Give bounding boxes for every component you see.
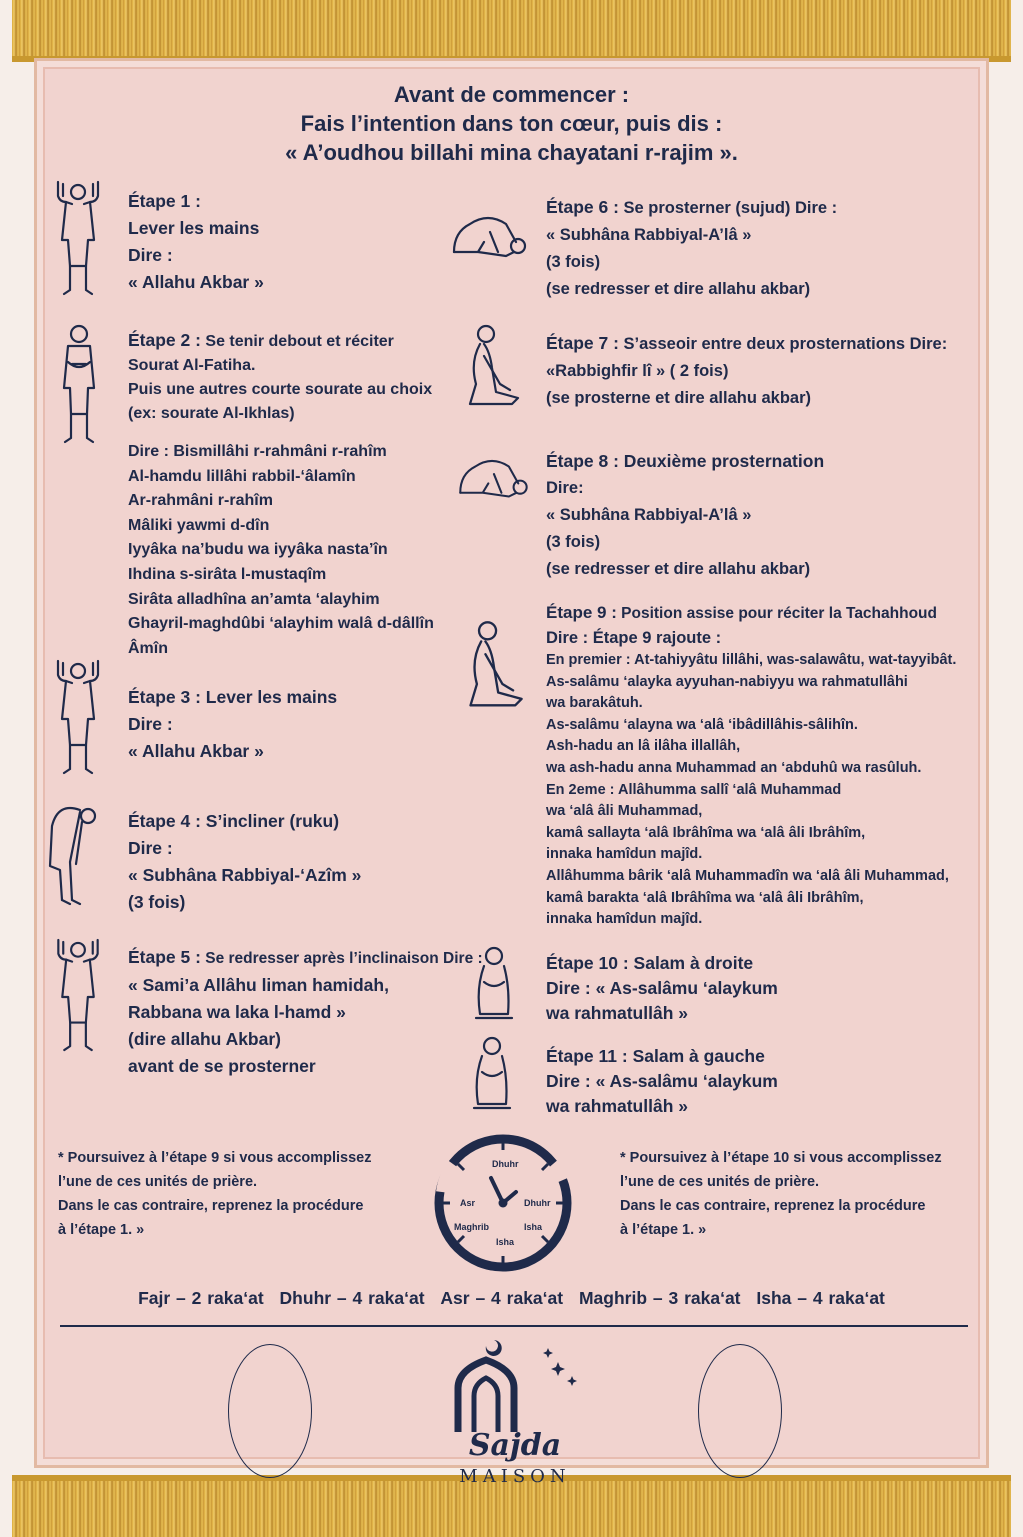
note-line: à l’étape 1. » — [620, 1222, 707, 1238]
bowing-figure-icon — [42, 800, 102, 908]
fatiha-line: Âmîn — [128, 639, 168, 657]
note-line: Dans le cas contraire, reprenez la procédure — [58, 1198, 364, 1214]
step-7-line: (se prosterne et dire allahu akbar) — [546, 389, 812, 407]
step-4 — [128, 808, 361, 916]
tachahhoud-line: Allâhumma bârik ‘alâ Muhammadîn wa ‘alâ âli Muhammad, — [546, 867, 949, 884]
intro-line-3: « A’oudhou billahi mina chayatani r-rajim ». — [285, 140, 738, 165]
step-3-line: « Allahu Akbar » — [128, 741, 264, 761]
step-5 — [128, 944, 483, 1080]
step-1 — [128, 188, 264, 296]
hand-placement-oval-right — [698, 1344, 782, 1478]
clock-icon — [428, 1132, 578, 1274]
step-4-line: Dire : — [128, 838, 173, 858]
step-3-line: Dire : — [128, 714, 173, 734]
step-8-line: (3 fois) — [546, 533, 601, 551]
note-line: Dans le cas contraire, reprenez la procédure — [620, 1198, 926, 1214]
step-9-line: Dire : Étape 9 rajoute : — [546, 629, 722, 647]
step-11-title: Étape 11 : Salam à gauche — [546, 1046, 765, 1066]
divider-line — [60, 1325, 968, 1327]
prayer-maghrib: Maghrib – 3 raka‘at — [578, 1288, 741, 1308]
clock-label-maghrib: Maghrib — [454, 1222, 489, 1232]
step-5-title: Étape 5 : — [128, 947, 201, 967]
step-5-line: avant de se prosterner — [128, 1056, 316, 1076]
fatiha-line: Ghayril-maghdûbi ‘alayhim walâ d-dâllîn — [128, 615, 434, 633]
note-right — [620, 1146, 942, 1242]
intro-header — [0, 80, 1023, 167]
step-8-line: (se redresser et dire allahu akbar) — [546, 560, 811, 578]
prostrating-figure-icon — [450, 202, 528, 264]
prayer-rakaat-list — [0, 1288, 1023, 1309]
prayer-dhuhr: Dhuhr – 4 raka‘at — [279, 1288, 425, 1308]
step-9 — [546, 600, 937, 651]
step-2-line: (ex: sourate Al-Ikhlas) — [128, 405, 295, 422]
step-6-line: « Subhâna Rabbiyal-A’lâ » — [546, 226, 752, 244]
step-1-title: Étape 1 : — [128, 191, 201, 211]
step-8-line: Dire: — [546, 479, 584, 497]
step-2-line: Sourat Al-Fatiha. — [128, 357, 256, 374]
step-6-line: (se redresser et dire allahu akbar) — [546, 280, 811, 298]
tachahhoud-line: innaka hamîdun majîd. — [546, 911, 703, 928]
step-2-title-rest: Se tenir debout et réciter — [200, 333, 394, 350]
tachahhoud-line: As-salâmu ‘alayna wa ‘alâ ‘ibâdillâhis-sâlihîn. — [546, 716, 858, 733]
tachahhoud-line: wa ‘alâ âli Muhammad, — [546, 803, 703, 820]
sitting-figure-icon — [462, 618, 528, 716]
note-line: * Poursuivez à l’étape 10 si vous accomplissez — [620, 1150, 942, 1166]
step-4-line: (3 fois) — [128, 892, 186, 912]
clock-label-dhuhr: Dhuhr — [492, 1159, 519, 1169]
note-left — [58, 1146, 372, 1242]
sitting-figure-icon — [462, 322, 524, 414]
raised-hands-figure-icon — [52, 938, 104, 1054]
step-10-title: Étape 10 : Salam à droite — [546, 953, 754, 973]
step-6 — [546, 194, 837, 303]
prayer-fajr: Fajr – 2 raka‘at — [138, 1288, 264, 1308]
intro-line-2: Fais l’intention dans ton cœur, puis dis : — [300, 111, 723, 136]
fatiha-line: Al-hamdu lillâhi rabbil-‘âlamîn — [128, 467, 356, 485]
step-7-line: «Rabbighfir lî » ( 2 fois) — [546, 362, 729, 380]
note-line: * Poursuivez à l’étape 9 si vous accomplissez — [58, 1150, 372, 1166]
step-6-title-rest: Se prosterner (sujud) Dire : — [618, 199, 838, 217]
tachahhoud-line: kamâ sallayta ‘alâ Ibrâhîma wa ‘alâ âli Ibrâhîm, — [546, 824, 866, 841]
step-5-line: « Sami’a Allâhu liman hamidah, — [128, 975, 389, 995]
step-10-line: wa rahmatullâh » — [546, 1003, 688, 1023]
clock-label-isha-bottom: Isha — [496, 1237, 515, 1247]
tachahhoud-line: As-salâmu ‘alayka ayyuhan-nabiyyu wa rahmatullâhi — [546, 673, 908, 690]
step-8 — [546, 448, 824, 583]
raised-hands-figure-icon — [52, 180, 104, 298]
step-10-line: Dire : « As-salâmu ‘alaykum — [546, 978, 778, 998]
tachahhoud-line: wa ash-hadu anna Muhammad an ‘abduhû wa rasûluh. — [546, 759, 922, 776]
fatiha-line: Dire : Bismillâhi r-rahmâni r-rahîm — [128, 443, 387, 460]
step-11-line: wa rahmatullâh » — [546, 1096, 688, 1116]
tachahhoud-line: En 2eme : Allâhumma sallî ‘alâ Muhammad — [546, 781, 842, 798]
fatiha-line: Sirâta alladhîna an’amta ‘alayhim — [128, 590, 380, 608]
tachahhoud-line: wa barakâtuh. — [546, 695, 643, 712]
step-11-line: Dire : « As-salâmu ‘alaykum — [546, 1071, 778, 1091]
step-1-line: Lever les mains — [128, 218, 260, 238]
tachahhoud-line: kamâ barakta ‘alâ Ibrâhîma wa ‘alâ âli Ibrâhîm, — [546, 889, 864, 906]
fatiha-line: Ar-rahmâni r-rahîm — [128, 492, 273, 510]
prostrating-figure-icon — [455, 446, 531, 504]
step-8-line: « Subhâna Rabbiyal-A’lâ » — [546, 506, 752, 524]
fatiha-line: Iyyâka na’budu wa iyyâka nasta’în — [128, 541, 388, 559]
prayer-isha: Isha – 4 raka‘at — [756, 1288, 885, 1308]
logo-name: Sajda — [468, 1428, 562, 1463]
fatiha-line: Mâliki yawmi d-dîn — [128, 516, 270, 534]
step-8-title: Étape 8 : Deuxième prosternation — [546, 451, 825, 471]
prayer-asr: Asr – 4 raka‘at — [440, 1288, 564, 1308]
step-9-title: Étape 9 : — [546, 603, 617, 622]
step-1-line: « Allahu Akbar » — [128, 272, 264, 292]
mosque-logo-icon — [448, 1336, 582, 1436]
clock-label-dhuhr-right: Dhuhr — [524, 1198, 551, 1208]
step-2-title: Étape 2 : — [128, 330, 201, 350]
step-7-title: Étape 7 : — [546, 333, 619, 353]
step-3 — [128, 684, 337, 765]
note-line: à l’étape 1. » — [58, 1222, 145, 1238]
step-5-line: Rabbana wa laka l-hamd » — [128, 1002, 346, 1022]
step-2-line: Puis une autres courte sourate au choix — [128, 381, 433, 398]
step-6-line: (3 fois) — [546, 253, 601, 271]
clock-label-asr: Asr — [460, 1198, 476, 1208]
fatiha-text — [128, 440, 434, 661]
note-line: l’une de ces unités de prière. — [620, 1174, 820, 1190]
step-7 — [546, 330, 947, 412]
clock-label-isha: Isha — [524, 1222, 543, 1232]
standing-figure-icon — [54, 322, 104, 446]
logo-subtitle: MAISON — [459, 1466, 571, 1487]
hand-placement-oval-left — [228, 1344, 312, 1478]
step-5-title-rest: Se redresser après l’inclinaison Dire : — [200, 950, 483, 967]
fatiha-line: Ihdina s-sirâta l-mustaqîm — [128, 565, 327, 583]
step-4-title: Étape 4 : S’incliner (ruku) — [128, 811, 340, 831]
step-7-title-rest: S’asseoir entre deux prosternations Dire: — [618, 335, 948, 353]
intro-line-1: Avant de commencer : — [393, 82, 630, 107]
tachahhoud-line: En premier : At-tahiyyâtu lillâhi, was-salawâtu, wat-tayyibât. — [546, 652, 957, 668]
tachahhoud-text — [546, 650, 956, 931]
raised-hands-figure-icon — [52, 658, 104, 778]
step-6-title: Étape 6 : — [546, 197, 619, 217]
step-4-line: « Subhâna Rabbiyal-‘Azîm » — [128, 865, 362, 885]
top-fringe — [12, 0, 1011, 62]
step-9-title-rest: Position assise pour réciter la Tachahhoud — [616, 605, 937, 622]
step-11 — [546, 1044, 778, 1119]
note-line: l’une de ces unités de prière. — [58, 1174, 258, 1190]
step-2 — [128, 328, 432, 426]
step-3-title: Étape 3 : Lever les mains — [128, 687, 338, 707]
tachahhoud-line: Ash-hadu an lâ ilâha illallâh, — [546, 738, 741, 755]
step-10 — [546, 951, 778, 1026]
step-1-line: Dire : — [128, 245, 173, 265]
step-5-line: (dire allahu Akbar) — [128, 1029, 281, 1049]
tachahhoud-line: innaka hamîdun majîd. — [546, 846, 703, 863]
